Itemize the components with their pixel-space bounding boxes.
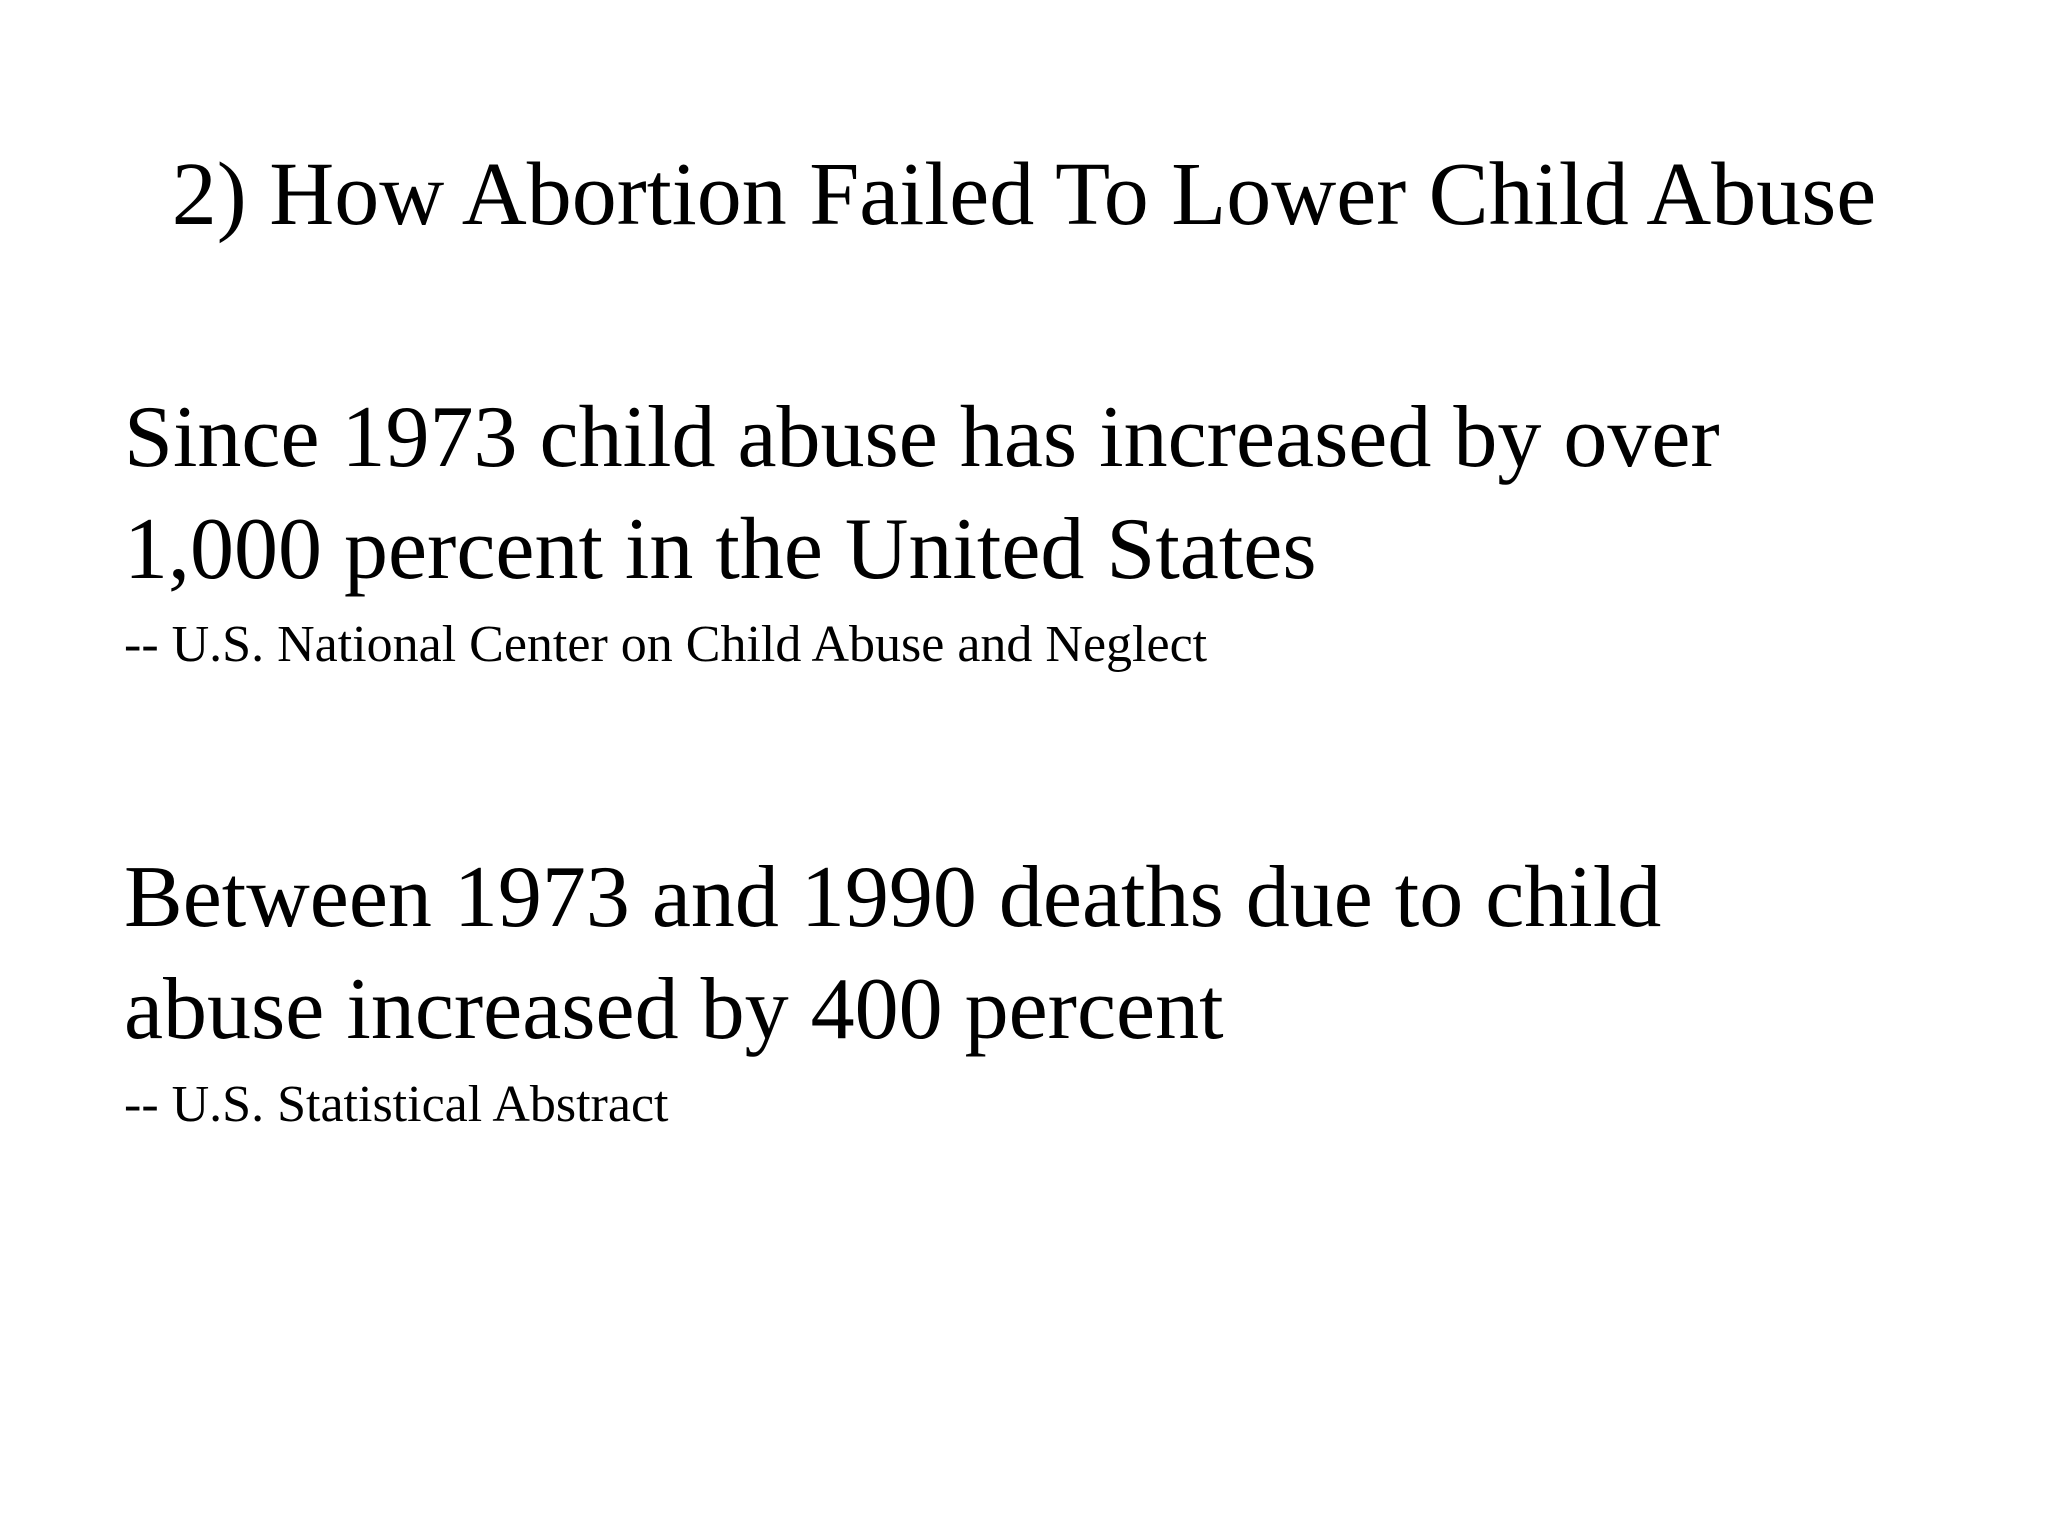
source-citation: -- U.S. Statistical Abstract (124, 1076, 669, 1133)
statement-line: abuse increased by 400 percent (124, 961, 1224, 1058)
slide-title: 2) How Abortion Failed To Lower Child Abuse (171, 145, 1877, 244)
statement-block-1 (124, 382, 1944, 678)
statement-line: 1,000 percent in the United States (124, 501, 1317, 598)
statement-line: Since 1973 child abuse has increased by over (124, 389, 1720, 486)
statement-line: Between 1973 and 1990 deaths due to child (124, 849, 1662, 946)
statement-block-2 (124, 842, 1944, 1138)
source-citation: -- U.S. National Center on Child Abuse and Neglect (124, 616, 1208, 673)
